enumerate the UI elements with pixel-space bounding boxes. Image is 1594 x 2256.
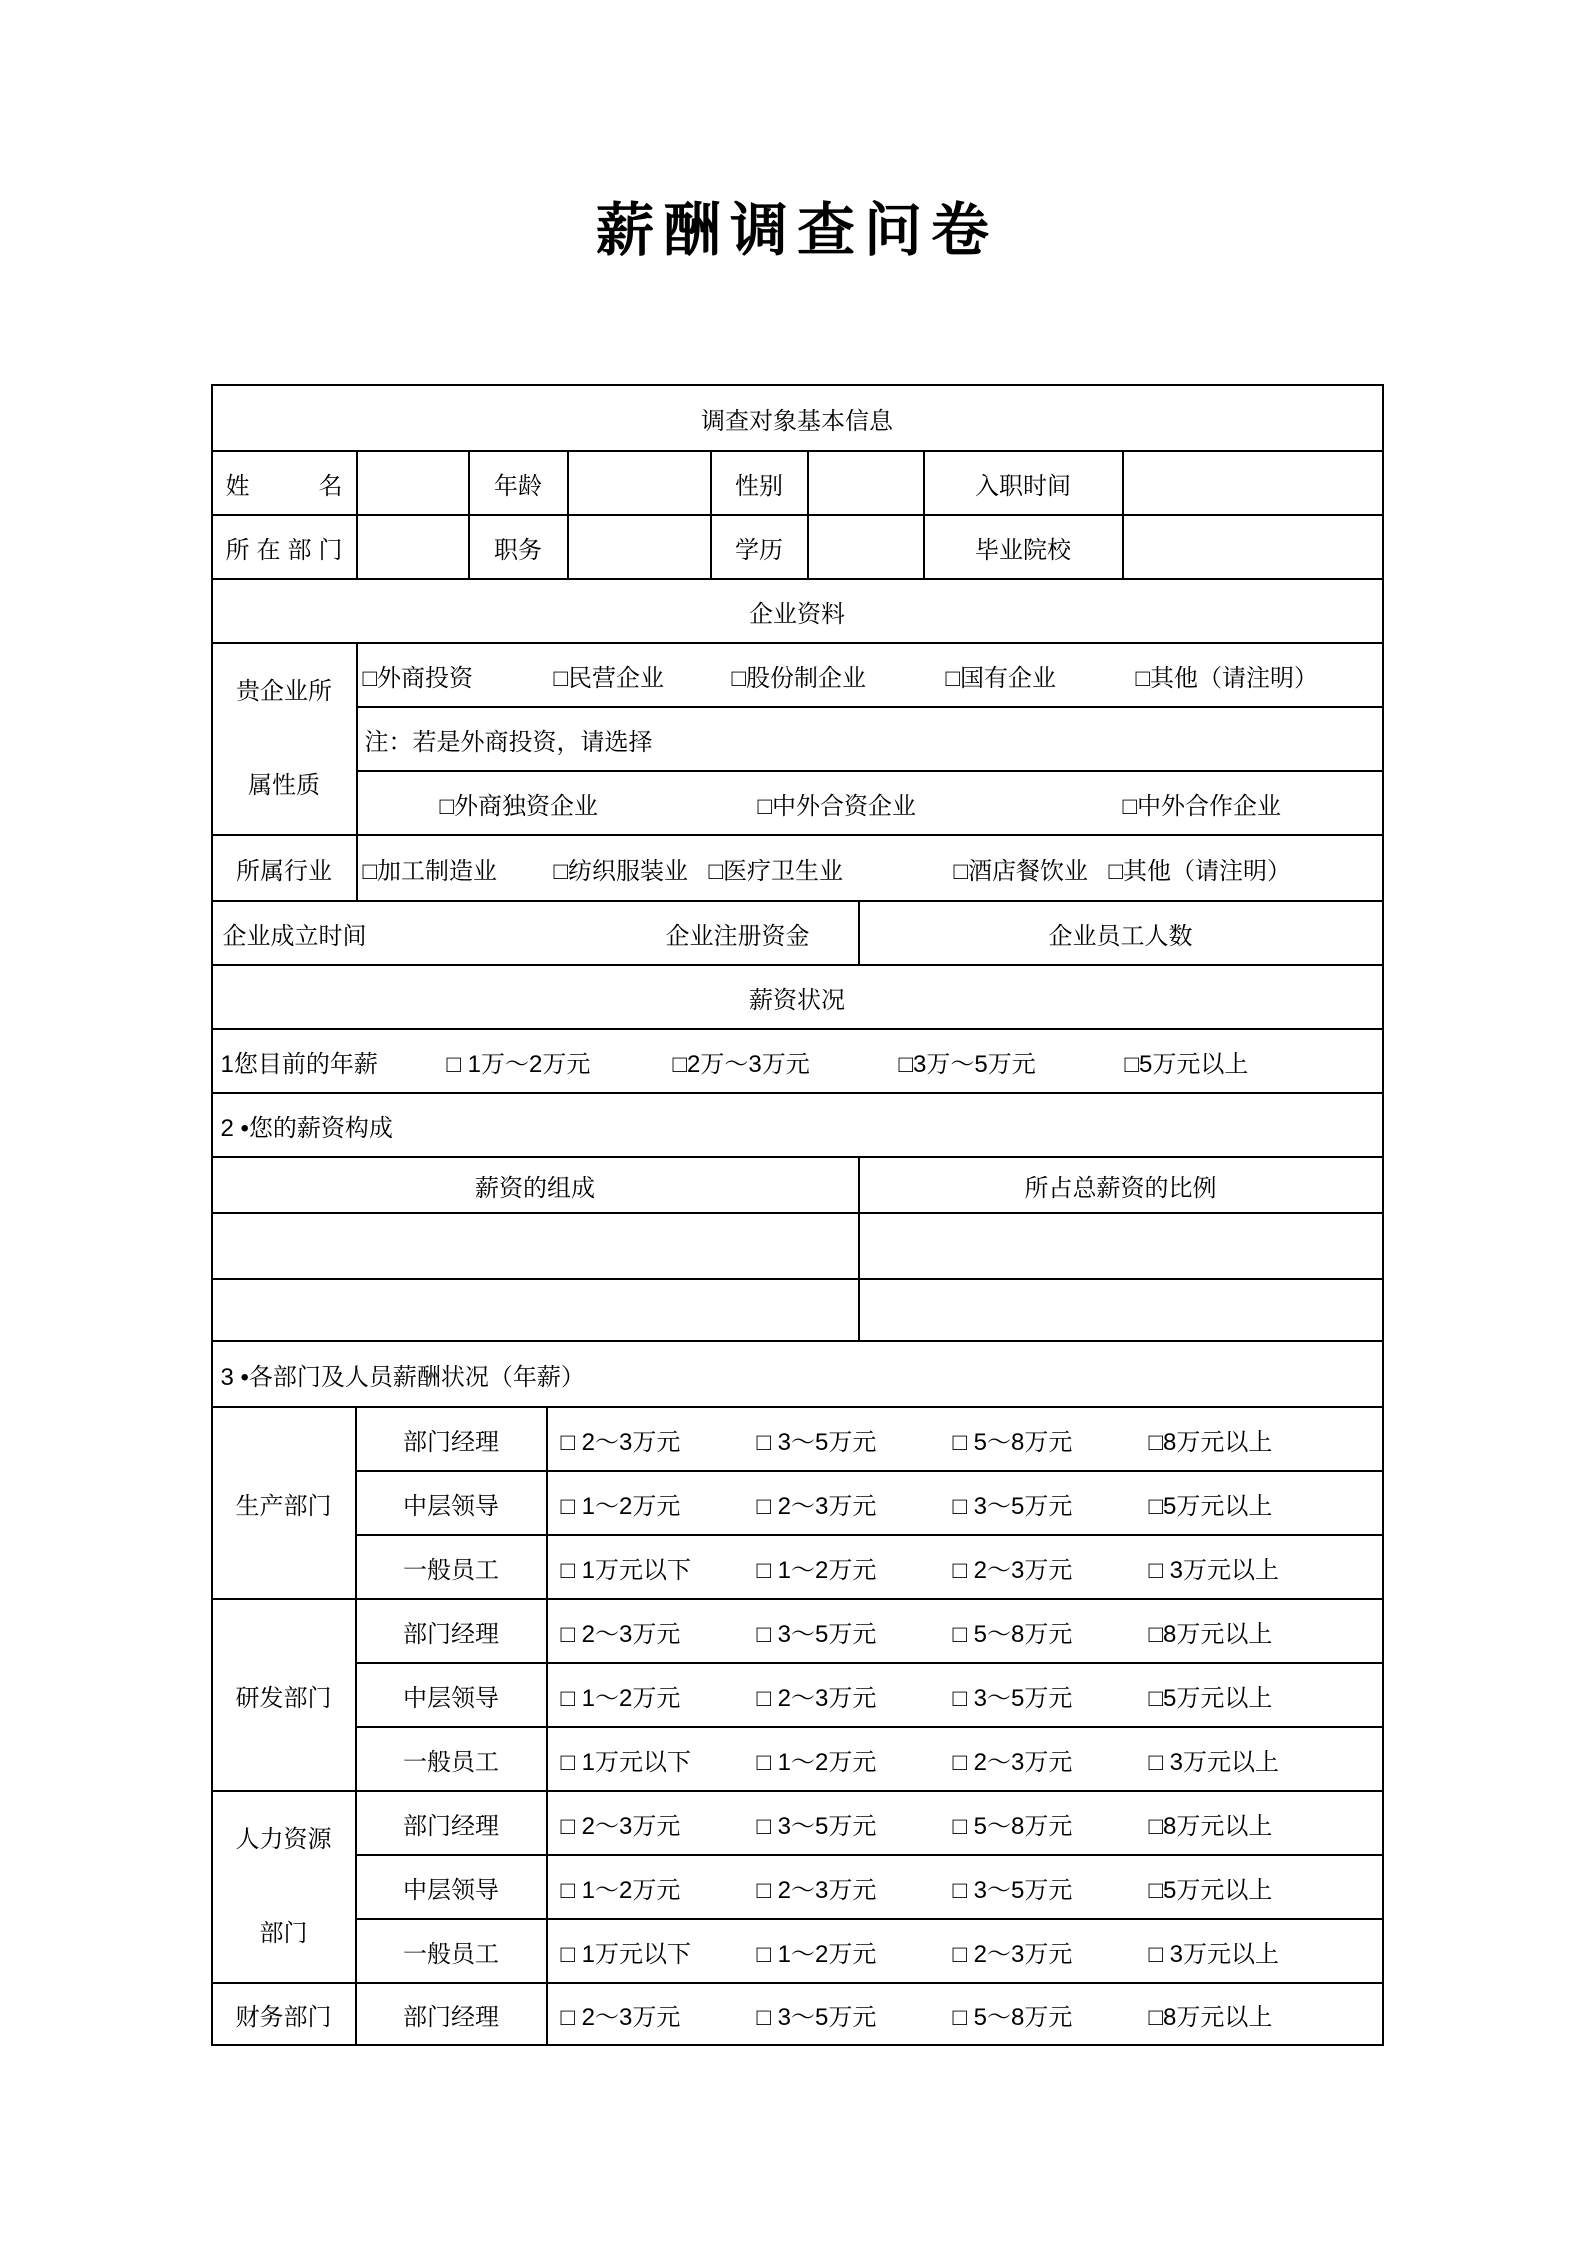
education-input-cell[interactable] — [807, 516, 923, 578]
industry-rows — [356, 836, 1382, 900]
composition-input-cell-2b[interactable] — [858, 1280, 1382, 1340]
checkbox-option[interactable]: □ 2〜3万元 — [952, 1556, 1073, 1584]
checkbox-option[interactable]: □ 3万元以上 — [1148, 1748, 1280, 1776]
q3-row — [213, 1340, 1382, 1406]
name-label-cell — [213, 452, 356, 514]
q1-label: 1您目前的年薪 — [220, 1050, 378, 1078]
salary-options-cell — [546, 1792, 1382, 1854]
salary-options-cell — [546, 1600, 1382, 1662]
founded-label: 企业成立时间 — [222, 922, 367, 950]
checkbox-option[interactable]: □ 2〜3万元 — [560, 1620, 681, 1648]
composition-empty-row-2 — [213, 1278, 1382, 1340]
position-input-cell[interactable] — [567, 516, 710, 578]
checkbox-option-wholly-foreign[interactable]: □外商独资企业 — [439, 792, 598, 820]
salary-options-cell — [546, 1408, 1382, 1470]
dept-group-hr — [213, 1790, 1382, 1982]
salary-options-cell — [546, 1664, 1382, 1726]
role-label-cell — [355, 1920, 546, 1982]
basic-info-header-text: 调查对象基本信息 — [701, 407, 893, 435]
section-header-salary-status — [213, 964, 1382, 1028]
role-label: 一般员工 — [403, 1556, 499, 1584]
checkbox-option[interactable]: □8万元以上 — [1148, 1812, 1273, 1840]
checkbox-option[interactable]: □ 2〜3万元 — [952, 1940, 1073, 1968]
age-label-cell — [468, 452, 567, 514]
company-nature-rows — [356, 644, 1382, 834]
dept-hr-staff-row — [355, 1918, 1382, 1982]
role-label: 部门经理 — [403, 1812, 499, 1840]
checkbox-option[interactable]: □ 3〜5万元 — [952, 1492, 1073, 1520]
dept-finance-rows — [355, 1984, 1382, 2044]
checkbox-option-textile[interactable]: □纺织服装业 — [553, 857, 688, 885]
checkbox-option[interactable]: □5万元以上 — [1148, 1876, 1273, 1904]
dept-rnd-midlevel-row — [355, 1662, 1382, 1726]
checkbox-option[interactable]: □ 3〜5万元 — [756, 2003, 877, 2031]
department-label-cell — [213, 516, 356, 578]
checkbox-option[interactable]: □ 1万元以下 — [560, 1940, 692, 1968]
dept-rnd-rows — [355, 1600, 1382, 1790]
school-input-cell[interactable] — [1122, 516, 1382, 578]
dept-finance-label: 财务部门 — [235, 2003, 332, 2031]
checkbox-option-other-industry[interactable]: □其他（请注明） — [1108, 857, 1291, 885]
role-label-cell — [355, 1856, 546, 1918]
role-label: 中层领导 — [403, 1684, 499, 1712]
gender-label: 性别 — [735, 472, 783, 500]
basic-info-row-2 — [213, 514, 1382, 578]
checkbox-option-q1-4[interactable]: □5万元以上 — [1124, 1050, 1249, 1078]
questionnaire-table — [211, 384, 1384, 2046]
foreign-invest-note: 注：若是外商投资，请选择 — [364, 728, 653, 756]
dept-hr-label-line1: 人力资源 — [235, 1826, 332, 1853]
salary-status-header-cell — [213, 966, 1382, 1028]
checkbox-option[interactable]: □ 2〜3万元 — [756, 1684, 877, 1712]
position-label-cell — [468, 516, 567, 578]
checkbox-option[interactable]: □ 3〜5万元 — [756, 1620, 877, 1648]
gender-label-cell — [710, 452, 807, 514]
checkbox-option[interactable]: □ 5〜8万元 — [952, 2003, 1073, 2031]
composition-input-cell-1b[interactable] — [858, 1214, 1382, 1278]
checkbox-option[interactable]: □ 2〜3万元 — [756, 1492, 877, 1520]
school-label-cell — [923, 516, 1122, 578]
dept-production-manager-row — [355, 1408, 1382, 1470]
role-label-cell — [355, 1664, 546, 1726]
checkbox-option-foreign-invest[interactable]: □外商投资 — [362, 664, 473, 692]
composition-col2-cell — [858, 1158, 1382, 1212]
checkbox-option-hotel-catering[interactable]: □酒店餐饮业 — [953, 857, 1088, 885]
checkbox-option[interactable]: □ 1万元以下 — [560, 1556, 692, 1584]
age-label: 年龄 — [494, 472, 542, 500]
company-stats-row — [213, 900, 1382, 964]
employees-label: 企业员工人数 — [1048, 922, 1193, 950]
join-time-label: 入职时间 — [975, 472, 1071, 500]
checkbox-option[interactable]: □ 1〜2万元 — [756, 1748, 877, 1776]
checkbox-option-q1-2[interactable]: □2万〜3万元 — [672, 1050, 810, 1078]
checkbox-option[interactable]: □ 1〜2万元 — [756, 1556, 877, 1584]
industry-options-row — [358, 836, 1382, 900]
dept-rnd-label: 研发部门 — [235, 1684, 332, 1712]
position-label: 职务 — [494, 536, 542, 564]
department-label: 所在部门 — [225, 536, 343, 564]
q2-row — [213, 1092, 1382, 1156]
salary-options-cell — [546, 1920, 1382, 1982]
checkbox-option[interactable]: □8万元以上 — [1148, 1428, 1273, 1456]
industry-group — [213, 834, 1382, 900]
employees-cell[interactable] — [858, 902, 1382, 964]
role-label-cell — [355, 1728, 546, 1790]
checkbox-option-other-nature[interactable]: □其他（请注明） — [1135, 664, 1318, 692]
role-label-cell — [355, 1408, 546, 1470]
dept-rnd-label-cell — [213, 1600, 355, 1790]
salary-options-cell — [546, 1536, 1382, 1598]
checkbox-option[interactable]: □ 3〜5万元 — [756, 1812, 877, 1840]
checkbox-option-q1-3[interactable]: □3万〜5万元 — [898, 1050, 1036, 1078]
dept-group-rnd — [213, 1598, 1382, 1790]
join-time-label-cell — [923, 452, 1122, 514]
salary-status-header-text: 薪资状况 — [749, 986, 845, 1014]
checkbox-option-state-owned[interactable]: □国有企业 — [945, 664, 1056, 692]
checkbox-option-manufacturing[interactable]: □加工制造业 — [362, 857, 497, 885]
section-header-basic-info — [213, 386, 1382, 450]
q3-label: 3 •各部门及人员薪酬状况（年薪） — [220, 1363, 585, 1391]
dept-production-staff-row — [355, 1534, 1382, 1598]
company-info-header-cell — [213, 580, 1382, 642]
checkbox-option[interactable]: □ 2〜3万元 — [560, 1812, 681, 1840]
checkbox-option[interactable]: □ 3〜5万元 — [952, 1876, 1073, 1904]
dept-hr-label-cell — [213, 1792, 355, 1982]
dept-production-midlevel-row — [355, 1470, 1382, 1534]
name-label: 姓名 — [225, 472, 343, 500]
checkbox-option[interactable]: □ 3万元以上 — [1148, 1556, 1280, 1584]
age-input-cell[interactable] — [567, 452, 710, 514]
checkbox-option-private[interactable]: □民营企业 — [553, 664, 664, 692]
q1-cell — [221, 1030, 1382, 1092]
role-label: 一般员工 — [403, 1748, 499, 1776]
q1-row — [213, 1028, 1382, 1092]
checkbox-option[interactable]: □ 1〜2万元 — [560, 1876, 681, 1904]
salary-options-cell — [546, 1984, 1382, 2044]
role-label: 部门经理 — [403, 2003, 499, 2031]
join-time-input-cell[interactable] — [1122, 452, 1382, 514]
checkbox-option[interactable]: □ 1〜2万元 — [560, 1684, 681, 1712]
company-nature-label-line2: 属性质 — [248, 772, 320, 799]
industry-label-cell — [213, 836, 356, 900]
dept-hr-midlevel-row — [355, 1854, 1382, 1918]
company-nature-options-row — [358, 644, 1382, 706]
q3-cell — [221, 1342, 1382, 1406]
capital-label: 企业注册资金 — [665, 922, 810, 950]
dept-group-finance — [213, 1982, 1382, 2044]
role-label-cell — [355, 1984, 546, 2044]
salary-options-cell — [546, 1856, 1382, 1918]
checkbox-option-joint-venture[interactable]: □中外合资企业 — [757, 792, 916, 820]
salary-options-cell — [546, 1728, 1382, 1790]
role-label: 部门经理 — [403, 1428, 499, 1456]
composition-col1-label: 薪资的组成 — [475, 1174, 595, 1202]
checkbox-option[interactable]: □ 1万元以下 — [560, 1748, 692, 1776]
checkbox-option[interactable]: □ 2〜3万元 — [756, 1876, 877, 1904]
checkbox-option[interactable]: □ 2〜3万元 — [952, 1748, 1073, 1776]
foreign-invest-options-row — [358, 770, 1382, 834]
dept-group-production — [213, 1406, 1382, 1598]
role-label: 中层领导 — [403, 1876, 499, 1904]
salary-options-cell — [546, 1472, 1382, 1534]
role-label-cell — [355, 1536, 546, 1598]
company-info-header-text: 企业资料 — [749, 600, 845, 628]
role-label: 一般员工 — [403, 1940, 499, 1968]
dept-hr-manager-row — [355, 1792, 1382, 1854]
composition-header-row — [213, 1156, 1382, 1212]
checkbox-option[interactable]: □ 2〜3万元 — [560, 2003, 681, 2031]
checkbox-option-medical[interactable]: □医疗卫生业 — [708, 857, 843, 885]
checkbox-option[interactable]: □ 3〜5万元 — [756, 1428, 877, 1456]
department-input-cell[interactable] — [356, 516, 468, 578]
checkbox-option[interactable]: □5万元以上 — [1148, 1492, 1273, 1520]
checkbox-option-cooperative[interactable]: □中外合作企业 — [1122, 792, 1281, 820]
dept-production-label: 生产部门 — [235, 1492, 332, 1520]
checkbox-option[interactable]: □ 5〜8万元 — [952, 1812, 1073, 1840]
school-label: 毕业院校 — [975, 536, 1071, 564]
q2-label: 2 •您的薪资构成 — [220, 1114, 393, 1142]
checkbox-option[interactable]: □ 3〜5万元 — [952, 1684, 1073, 1712]
dept-finance-manager-row — [355, 1984, 1382, 2044]
checkbox-option-joint-stock[interactable]: □股份制企业 — [731, 664, 866, 692]
role-label: 部门经理 — [403, 1620, 499, 1648]
dept-production-rows — [355, 1408, 1382, 1598]
role-label-cell — [355, 1792, 546, 1854]
checkbox-option[interactable]: □ 2〜3万元 — [560, 1428, 681, 1456]
composition-col2-label: 所占总薪资的比例 — [1024, 1174, 1217, 1202]
dept-finance-label-cell — [213, 1984, 355, 2044]
composition-empty-row-1 — [213, 1212, 1382, 1278]
dept-rnd-staff-row — [355, 1726, 1382, 1790]
dept-production-label-cell — [213, 1408, 355, 1598]
basic-info-header-cell — [213, 386, 1382, 450]
basic-info-row-1 — [213, 450, 1382, 514]
role-label-cell — [355, 1600, 546, 1662]
company-nature-label-line1: 贵企业所 — [236, 678, 332, 705]
education-label: 学历 — [735, 536, 783, 564]
dept-rnd-manager-row — [355, 1600, 1382, 1662]
checkbox-option[interactable]: □ 1〜2万元 — [560, 1492, 681, 1520]
education-label-cell — [710, 516, 807, 578]
dept-hr-label-line2: 部门 — [259, 1920, 308, 1947]
checkbox-option[interactable]: □8万元以上 — [1148, 1620, 1273, 1648]
checkbox-option[interactable]: □5万元以上 — [1148, 1684, 1273, 1712]
q2-cell — [221, 1094, 1382, 1156]
role-label: 中层领导 — [403, 1492, 499, 1520]
page-title: 薪酬调查问卷 — [595, 198, 998, 263]
company-nature-label-cell — [213, 644, 356, 834]
checkbox-option[interactable]: □ 1〜2万元 — [756, 1940, 877, 1968]
checkbox-option[interactable]: □ 5〜8万元 — [952, 1620, 1073, 1648]
composition-input-cell-2a[interactable] — [213, 1280, 858, 1340]
gender-input-cell[interactable] — [807, 452, 923, 514]
composition-col1-cell — [213, 1158, 858, 1212]
company-nature-note-row — [358, 706, 1382, 770]
checkbox-option[interactable]: □ 3万元以上 — [1148, 1940, 1280, 1968]
founded-capital-cell[interactable] — [213, 902, 858, 964]
checkbox-option[interactable]: □ 5〜8万元 — [952, 1428, 1073, 1456]
section-header-company-info — [213, 578, 1382, 642]
checkbox-option-q1-1[interactable]: □ 1万〜2万元 — [446, 1050, 591, 1078]
checkbox-option[interactable]: □8万元以上 — [1148, 2003, 1273, 2031]
role-label-cell — [355, 1472, 546, 1534]
composition-input-cell-1a[interactable] — [213, 1214, 858, 1278]
company-nature-group — [213, 642, 1382, 834]
industry-label: 所属行业 — [236, 857, 332, 885]
name-input-cell[interactable] — [356, 452, 468, 514]
dept-hr-rows — [355, 1792, 1382, 1982]
